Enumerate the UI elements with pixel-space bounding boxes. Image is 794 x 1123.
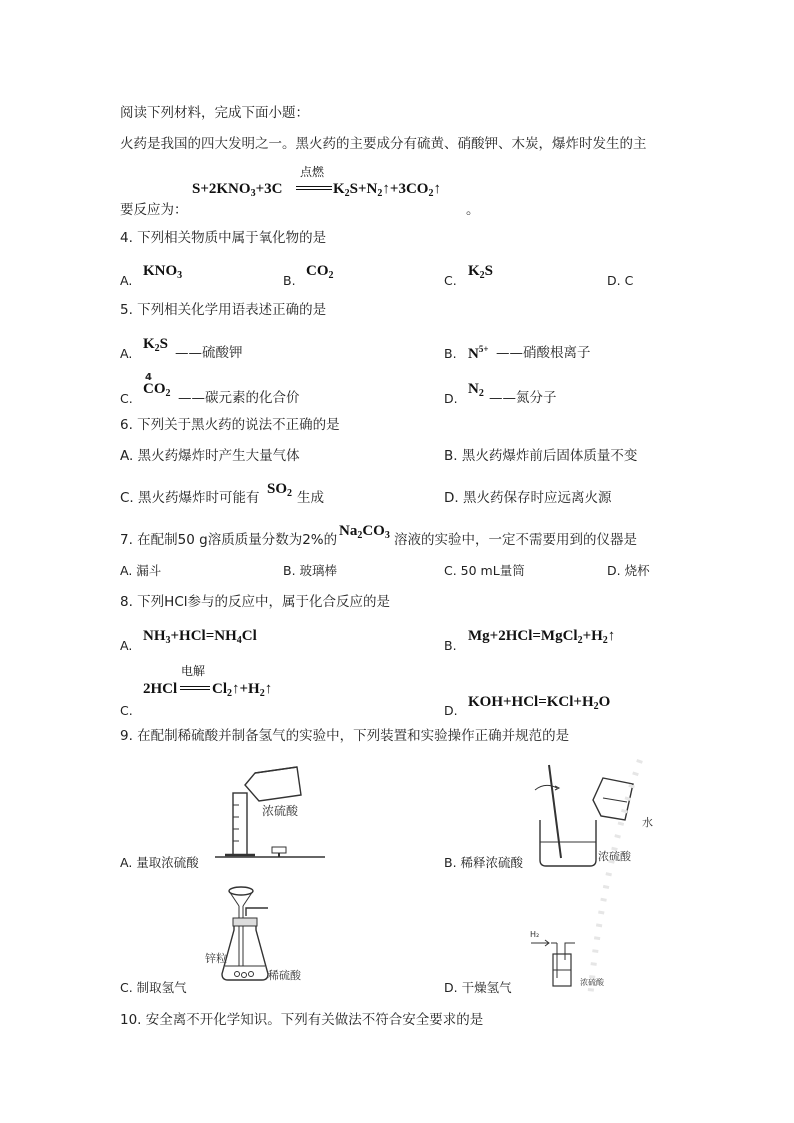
q5-option-b-formula: $N^{5+}$	[468, 344, 489, 362]
q4-option-b-formula: $CO_2$	[306, 263, 334, 281]
material-end: 。	[466, 202, 480, 218]
main-equation-condition: 点燃	[300, 165, 325, 179]
q6-option-c-pre: C. 黑火药爆炸时可能有	[120, 490, 260, 506]
figure-c-label-zinc: 锌粒	[205, 952, 227, 965]
q6-option-a: A. 黑火药爆炸时产生大量气体	[120, 448, 300, 464]
q4-stem: 4. 下列相关物质中属于氧化物的是	[120, 230, 327, 246]
q5-option-d-label: D.	[444, 391, 458, 406]
q5-option-c-valence: 4	[145, 372, 152, 383]
q9-option-b: B. 稀释浓硫酸	[444, 855, 524, 870]
q4-option-a-label: A.	[120, 273, 133, 288]
q6-stem: 6. 下列关于黑火药的说法不正确的是	[120, 417, 340, 433]
q8-option-d-label: D.	[444, 703, 458, 718]
q7-option-d: D. 烧杯	[607, 563, 650, 578]
q4-option-b-label: B.	[283, 273, 296, 288]
q7-option-a: A. 漏斗	[120, 563, 162, 578]
q8-option-c-sign	[180, 686, 210, 690]
q6-option-b: B. 黑火药爆炸前后固体质量不变	[444, 448, 638, 464]
q5-option-c-formula: $CO_2$	[143, 381, 171, 399]
q8-option-d-formula: $KOH+HCl=KCl+H_2O$	[468, 694, 611, 712]
q6-option-d: D. 黑火药保存时应远离火源	[444, 490, 612, 506]
material-line-2: 要反应为：	[120, 202, 188, 218]
figure-a-label: 浓硫酸	[262, 804, 299, 818]
q9-option-d: D. 干燥氢气	[444, 980, 512, 995]
q6-option-c-post: 生成	[297, 490, 324, 506]
q8-option-b-formula: $Mg+2HCl=MgCl_2+H_2↑$	[468, 628, 616, 646]
q8-stem: 8. 下列HCl参与的反应中，属于化合反应的是	[120, 594, 390, 610]
intro-text: 阅读下列材料，完成下面小题：	[120, 105, 309, 121]
q4-option-c-label: C.	[444, 273, 457, 288]
main-equation-sign	[296, 186, 332, 190]
q8-option-a-formula: $NH_3+HCl=NH_4Cl$	[143, 628, 257, 646]
main-equation: $S+2KNO_3+3C$	[192, 181, 283, 199]
q5-option-a-text: ——硫酸钾	[175, 345, 243, 361]
q5-stem: 5. 下列相关化学用语表述正确的是	[120, 302, 327, 318]
q7-stem-post: 溶液的实验中，一定不需要用到的仪器是	[394, 532, 637, 548]
q5-option-a-label: A.	[120, 346, 133, 361]
q9-option-c: C. 制取氢气	[120, 980, 187, 995]
q8-option-c-label: C.	[120, 703, 133, 718]
q9-stem: 9. 在配制稀硫酸并制备氢气的实验中，下列装置和实验操作正确并规范的是	[120, 728, 570, 744]
q4-option-d: D. C	[607, 273, 634, 288]
q7-stem-pre: 7. 在配制50 g溶质质量分数为2%的	[120, 532, 338, 548]
q5-option-c-text: ——碳元素的化合价	[178, 390, 300, 406]
q5-option-d-formula: $N_2$	[468, 381, 484, 399]
q6-option-c-formula: $SO_2$	[267, 481, 293, 499]
watermark-decoration	[590, 760, 670, 1000]
figure-d-gas-drying	[527, 930, 587, 990]
q10-stem: 10. 安全离不开化学知识。下列有关做法不符合安全要求的是	[120, 1012, 484, 1028]
figure-d-label-acid: 浓硫酸	[580, 978, 604, 987]
q4-option-a-formula: $KNO_3$	[143, 263, 183, 281]
q8-option-a-label: A.	[120, 638, 133, 653]
figure-b-label-water: 水	[642, 816, 653, 829]
q5-option-c-label: C.	[120, 391, 133, 406]
figure-b-label-acid: 浓硫酸	[598, 850, 631, 863]
q5-option-b-text: ——硝酸根离子	[496, 345, 591, 361]
q7-stem-formula: $Na_2CO_3$	[339, 523, 390, 541]
q7-option-c: C. 50 mL量筒	[444, 563, 525, 578]
main-equation-products: $K_2S+N_2↑+3CO_2↑$	[333, 181, 441, 199]
q8-option-c-condition: 电解	[181, 664, 206, 678]
q5-option-d-text: ——氮分子	[489, 390, 557, 406]
q9-option-a: A. 量取浓硫酸	[120, 855, 199, 870]
q5-option-a-formula: $K_2S$	[143, 336, 169, 354]
figure-d-label-h2: H₂	[530, 930, 540, 939]
q7-option-b: B. 玻璃棒	[283, 563, 338, 578]
q4-option-c-formula: $K_2S$	[468, 263, 494, 281]
q8-option-c-products: $Cl_2↑+H_2↑$	[212, 681, 273, 699]
q8-option-b-label: B.	[444, 638, 457, 653]
q8-option-c-reactant: 2HCl	[143, 681, 178, 697]
figure-c-label-acid: 稀硫酸	[268, 969, 301, 982]
q5-option-b-label: B.	[444, 346, 457, 361]
material-line-1: 火药是我国的四大发明之一。黑火药的主要成分有硫黄、硝酸钾、木炭，爆炸时发生的主	[120, 136, 647, 152]
